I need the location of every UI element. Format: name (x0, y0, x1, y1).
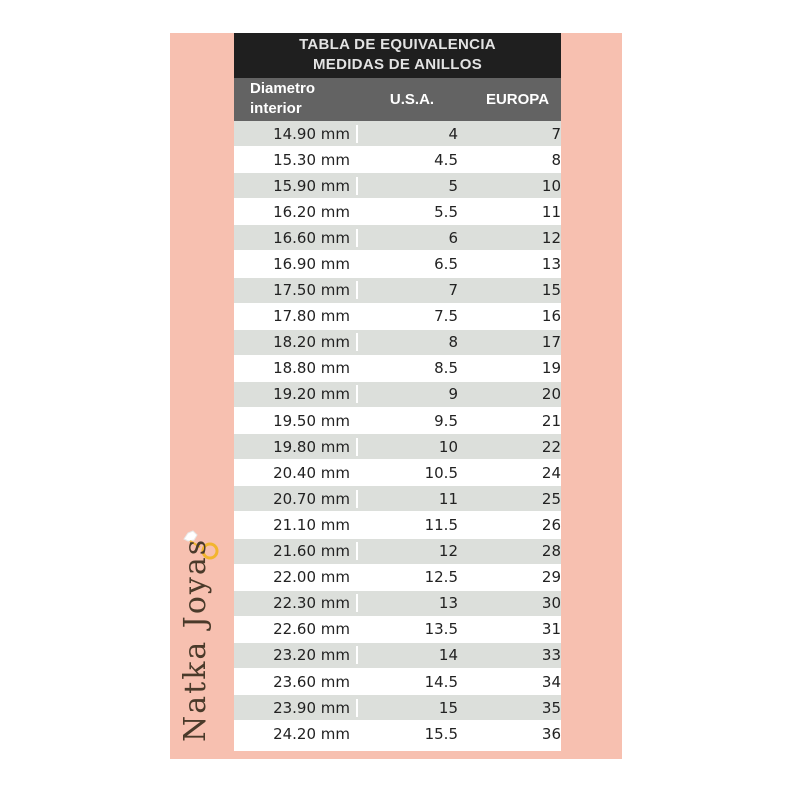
table-row (234, 356, 561, 382)
table-row (234, 251, 561, 277)
table-header-row (234, 78, 561, 121)
table-row (234, 669, 561, 695)
cell-europa: 33 (541, 646, 561, 665)
cell-usa: 12 (356, 542, 468, 560)
cell-europa: 30 (541, 594, 561, 613)
table-row (234, 721, 561, 747)
cell-diameter: 22.00 mm (273, 568, 350, 587)
cell-diameter: 17.50 mm (273, 281, 350, 300)
table-body (234, 121, 561, 747)
cell-diameter: 20.40 mm (273, 463, 350, 482)
cell-diameter: 16.60 mm (273, 228, 350, 247)
cell-diameter: 17.80 mm (273, 307, 350, 326)
table-row (234, 199, 561, 225)
cell-usa: 12.5 (356, 568, 468, 586)
cell-europa: 17 (541, 333, 561, 352)
brand-watermark: Natka Joyas (178, 537, 213, 742)
cell-usa: 4 (356, 125, 468, 143)
cell-usa: 8 (356, 333, 468, 351)
table-title (234, 33, 561, 78)
table-row (234, 643, 561, 669)
cell-europa: 8 (551, 150, 561, 169)
cell-europa: 13 (541, 255, 561, 274)
cell-diameter: 23.20 mm (273, 646, 350, 665)
table-row (234, 121, 561, 147)
cell-europa: 36 (541, 724, 561, 743)
cell-europa: 24 (541, 463, 561, 482)
cell-usa: 10 (356, 438, 468, 456)
table-row (234, 486, 561, 512)
table-row (234, 408, 561, 434)
table-row (234, 565, 561, 591)
table-row (234, 695, 561, 721)
cell-usa: 10.5 (356, 464, 468, 482)
table-row (234, 382, 561, 408)
cell-usa: 5.5 (356, 203, 468, 221)
table-row (234, 591, 561, 617)
cell-usa: 15.5 (356, 725, 468, 743)
table-row (234, 617, 561, 643)
cell-europa: 26 (541, 515, 561, 534)
cell-diameter: 22.60 mm (273, 620, 350, 639)
cell-europa: 7 (551, 124, 561, 143)
cell-europa: 20 (541, 385, 561, 404)
table-row (234, 173, 561, 199)
cell-europa: 28 (541, 542, 561, 561)
table-row (234, 304, 561, 330)
cell-europa: 34 (541, 672, 561, 691)
header-diameter-line2: interior (250, 99, 302, 117)
cell-europa: 29 (541, 568, 561, 587)
cell-diameter: 21.60 mm (273, 542, 350, 561)
cell-diameter: 23.90 mm (273, 698, 350, 717)
cell-europa: 22 (541, 437, 561, 456)
header-diameter-line1: Diametro (250, 79, 316, 97)
cell-diameter: 15.30 mm (273, 150, 350, 169)
cell-usa: 11 (356, 490, 468, 508)
table-title-line2: MEDIDAS DE ANILLOS (312, 56, 482, 73)
table-row (234, 147, 561, 173)
cell-usa: 8.5 (356, 359, 468, 377)
table-row (234, 512, 561, 538)
table-row (234, 539, 561, 565)
cell-usa: 5 (356, 177, 468, 195)
table-row (234, 225, 561, 251)
cell-usa: 15 (356, 699, 468, 717)
cell-usa: 14.5 (356, 673, 468, 691)
cell-europa: 19 (541, 359, 561, 378)
cell-diameter: 22.30 mm (273, 594, 350, 613)
cell-diameter: 21.10 mm (273, 515, 350, 534)
header-diameter (234, 79, 356, 119)
cell-usa: 14 (356, 646, 468, 664)
ring-size-table (234, 33, 561, 751)
cell-europa: 15 (541, 281, 561, 300)
cell-europa: 21 (541, 411, 561, 430)
cell-diameter: 14.90 mm (273, 124, 350, 143)
header-europa: EUROPA (485, 91, 550, 108)
cell-diameter: 18.20 mm (273, 333, 350, 352)
cell-usa: 7 (356, 281, 468, 299)
cell-usa: 7.5 (356, 307, 468, 325)
cell-diameter: 16.20 mm (273, 202, 350, 221)
cell-diameter: 15.90 mm (273, 176, 350, 195)
cell-usa: 6 (356, 229, 468, 247)
cell-europa: 25 (541, 489, 561, 508)
cell-europa: 35 (541, 698, 561, 717)
table-row (234, 460, 561, 486)
cell-europa: 16 (541, 307, 561, 326)
cell-usa: 6.5 (356, 255, 468, 273)
cell-usa: 9 (356, 385, 468, 403)
cell-usa: 11.5 (356, 516, 468, 534)
cell-diameter: 19.50 mm (273, 411, 350, 430)
cell-diameter: 20.70 mm (273, 489, 350, 508)
cell-usa: 13.5 (356, 620, 468, 638)
table-row (234, 434, 561, 460)
cell-europa: 10 (541, 176, 561, 195)
table-row (234, 278, 561, 304)
cell-europa: 12 (541, 228, 561, 247)
cell-usa: 4.5 (356, 151, 468, 169)
cell-diameter: 19.20 mm (273, 385, 350, 404)
cell-europa: 31 (541, 620, 561, 639)
cell-diameter: 18.80 mm (273, 359, 350, 378)
cell-diameter: 19.80 mm (273, 437, 350, 456)
cell-europa: 11 (541, 202, 561, 221)
cell-diameter: 23.60 mm (273, 672, 350, 691)
cell-diameter: 16.90 mm (273, 255, 350, 274)
cell-diameter: 24.20 mm (273, 724, 350, 743)
cell-usa: 9.5 (356, 412, 468, 430)
table-row (234, 330, 561, 356)
cell-usa: 13 (356, 594, 468, 612)
table-title-line1: TABLA DE EQUIVALENCIA (299, 36, 496, 53)
header-usa: U.S.A. (389, 91, 435, 108)
